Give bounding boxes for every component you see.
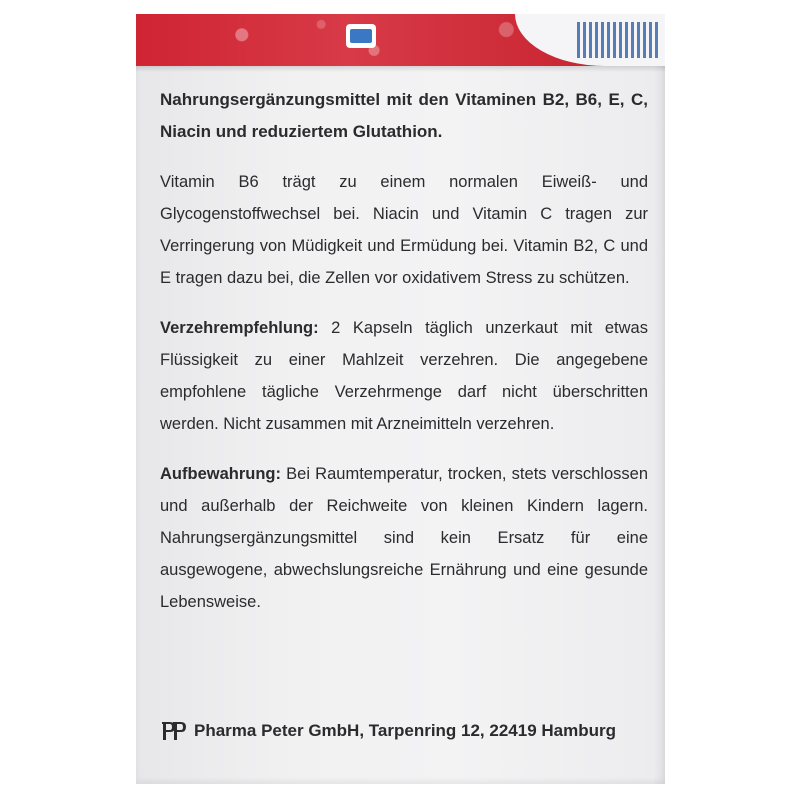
dosage-section bbox=[160, 312, 648, 440]
storage-text: Bei Raumtemperatur, trocken, stets verschlossen und außerhalb der Reichweite von kleinen Kindern lagern. Nahrungsergänzungsmittel sind kein Ersatz für eine ausgewogene, abwechslungsreiche Ernährung und eine gesunde Lebensweise. bbox=[160, 465, 648, 611]
storage-label: Aufbewahrung: bbox=[160, 465, 281, 483]
lid-brand-logo bbox=[577, 22, 659, 58]
box-lid bbox=[136, 14, 665, 66]
storage-section bbox=[160, 458, 648, 618]
dosage-label: Verzehrempfehlung: bbox=[160, 319, 319, 337]
pp-monogram-icon bbox=[160, 720, 188, 742]
lid-badge-icon bbox=[346, 24, 376, 48]
lid-shadow bbox=[136, 66, 665, 72]
health-claims: Vitamin B6 trägt zu einem normalen Eiweiß- und Glycogenstoffwechsel bei. Niacin und Vitamin C tragen zur Verringerung von Müdigkeit und Ermüdung bei. Vitamin B2, C und E tragen dazu bei, die Zellen vor oxidativem Stress zu schützen. bbox=[160, 173, 648, 287]
product-description: Nahrungsergänzungsmittel mit den Vitaminen B2, B6, E, C, Niacin und reduziertem Glutathion. bbox=[160, 90, 648, 141]
manufacturer-address: Pharma Peter GmbH, Tarpenring 12, 22419 Hamburg bbox=[194, 721, 616, 740]
box-edge bbox=[653, 14, 665, 784]
dosage-text: 2 Kapseln täglich unzerkaut mit etwas Flüssigkeit zu einer Mahlzeit verzehren. Die angegebene empfohlene tägliche Verzehrmenge darf nicht überschritten werden. Nicht zusammen mit Arzneimitteln verzehren. bbox=[160, 319, 648, 433]
label-text bbox=[160, 84, 648, 636]
manufacturer-line bbox=[160, 720, 650, 742]
